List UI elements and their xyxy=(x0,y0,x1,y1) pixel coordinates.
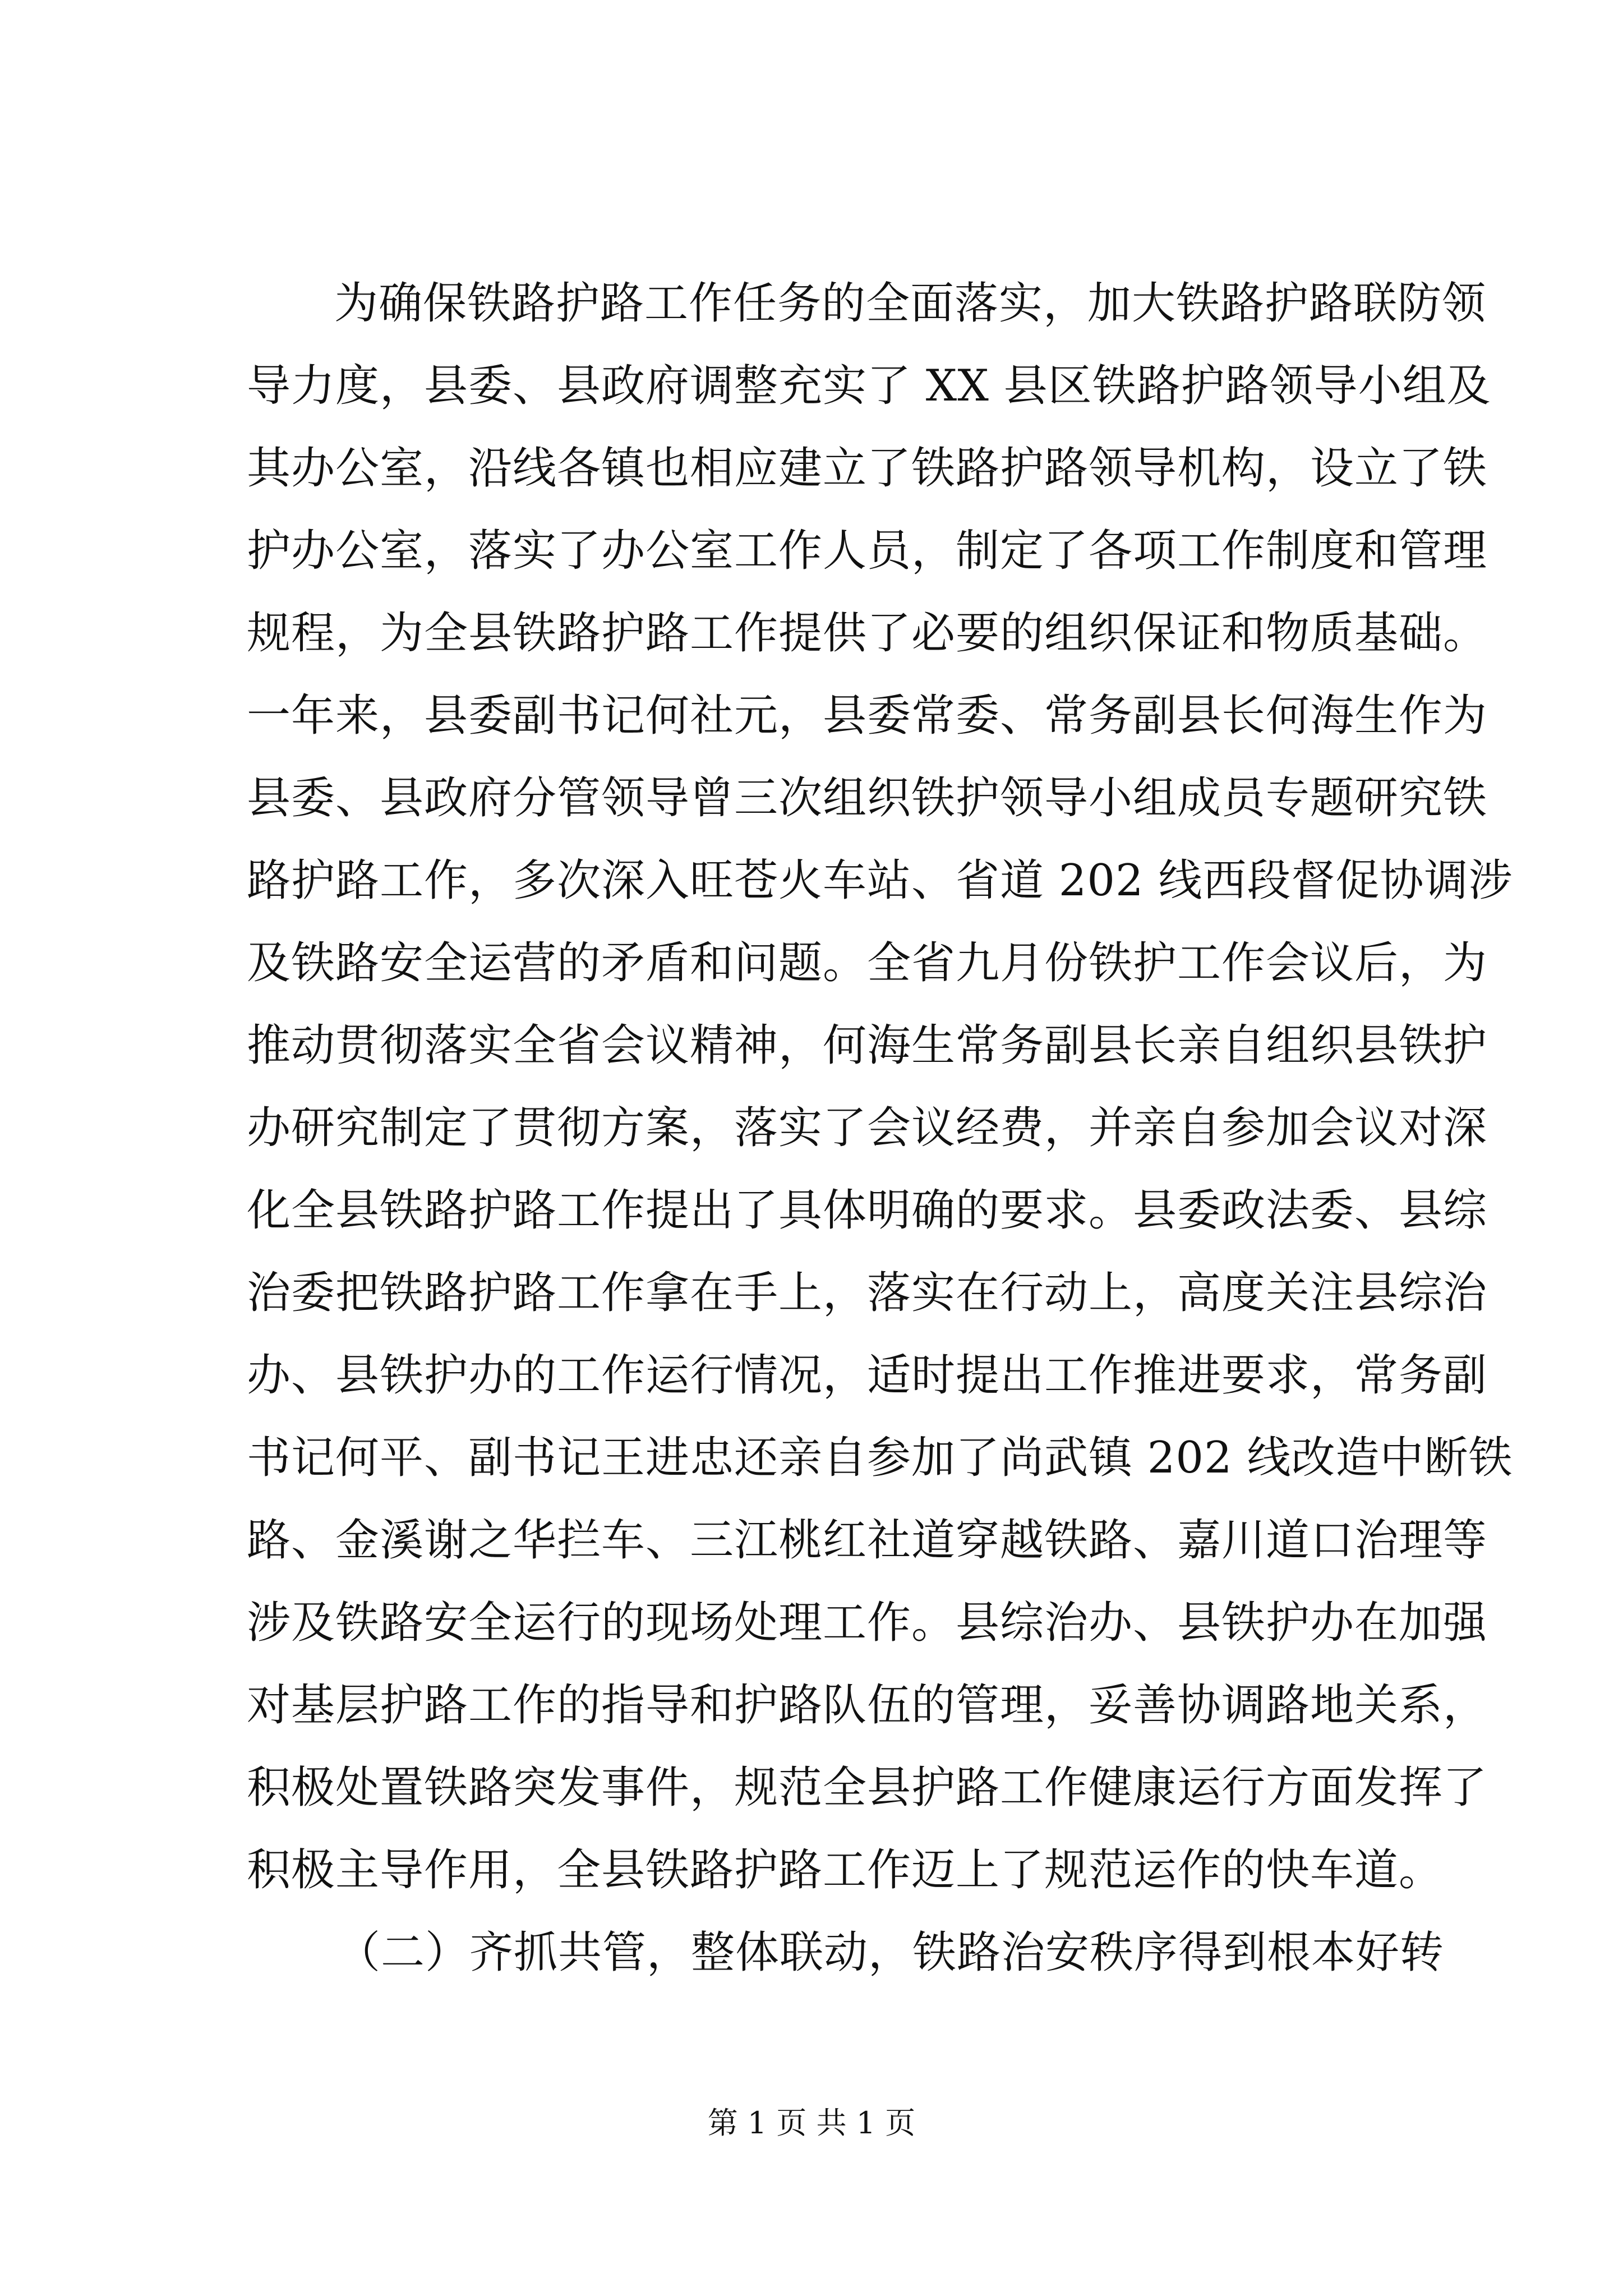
paragraph-line: 涉及铁路安全运行的现场处理工作。县综治办、县铁护办在加强 xyxy=(247,1598,1488,1648)
paragraph-line: 治委把铁路护路工作拿在手上，落实在行动上，高度关注县综治 xyxy=(247,1268,1488,1318)
paragraph-line: 化全县铁路护路工作提出了具体明确的要求。县委政法委、县综 xyxy=(247,1185,1488,1236)
paragraph-line: 护办公室，落实了办公室工作人员，制定了各项工作制度和管理 xyxy=(247,526,1488,576)
paragraph-line: 为确保铁路护路工作任务的全面落实，加大铁路护路联防领 xyxy=(334,278,1487,329)
paragraph-line: 其办公室，沿线各镇也相应建立了铁路护路领导机构，设立了铁 xyxy=(247,443,1488,494)
paragraph-line: 路护路工作，多次深入旺苍火车站、省道 202 线西段督促协调涉 xyxy=(247,855,1513,906)
paragraph-line: 路、金溪谢之华拦车、三江桃红社道穿越铁路、嘉川道口治理等 xyxy=(247,1515,1488,1566)
paragraph-line: 办、县铁护办的工作运行情况，适时提出工作推进要求，常务副 xyxy=(247,1350,1488,1401)
page-footer: 第 1 页 共 1 页 xyxy=(707,2105,916,2141)
paragraph-line: 书记何平、副书记王进忠还亲自参加了尚武镇 202 线改造中断铁 xyxy=(247,1433,1513,1483)
paragraph-line: 办研究制定了贯彻方案，落实了会议经费，并亲自参加会议对深 xyxy=(247,1103,1488,1153)
paragraph-last-line: 积极主导作用，全县铁路护路工作迈上了规范运作的快车道。 xyxy=(247,1845,1444,1895)
section-heading: （二）齐抓共管，整体联动，铁路治安秩序得到根本好转 xyxy=(336,1927,1445,1978)
paragraph-line: 县委、县政府分管领导曾三次组织铁护领导小组成员专题研究铁 xyxy=(247,773,1488,823)
paragraph-body xyxy=(247,263,1513,1994)
paragraph-line: 积极处置铁路突发事件，规范全县护路工作健康运行方面发挥了 xyxy=(247,1763,1488,1813)
paragraph-line: 一年来，县委副书记何社元，县委常委、常务副县长何海生作为 xyxy=(247,691,1488,741)
paragraph-line: 推动贯彻落实全省会议精神，何海生常务副县长亲自组织县铁护 xyxy=(247,1020,1488,1071)
paragraph-line: 规程，为全县铁路护路工作提供了必要的组织保证和物质基础。 xyxy=(247,608,1488,659)
paragraph-line: 导力度，县委、县政府调整充实了 XX 县区铁路护路领导小组及 xyxy=(247,361,1491,411)
paragraph-line: 及铁路安全运营的矛盾和问题。全省九月份铁护工作会议后，为 xyxy=(247,938,1488,988)
paragraph-line: 对基层护路工作的指导和护路队伍的管理，妥善协调路地关系， xyxy=(247,1680,1488,1731)
